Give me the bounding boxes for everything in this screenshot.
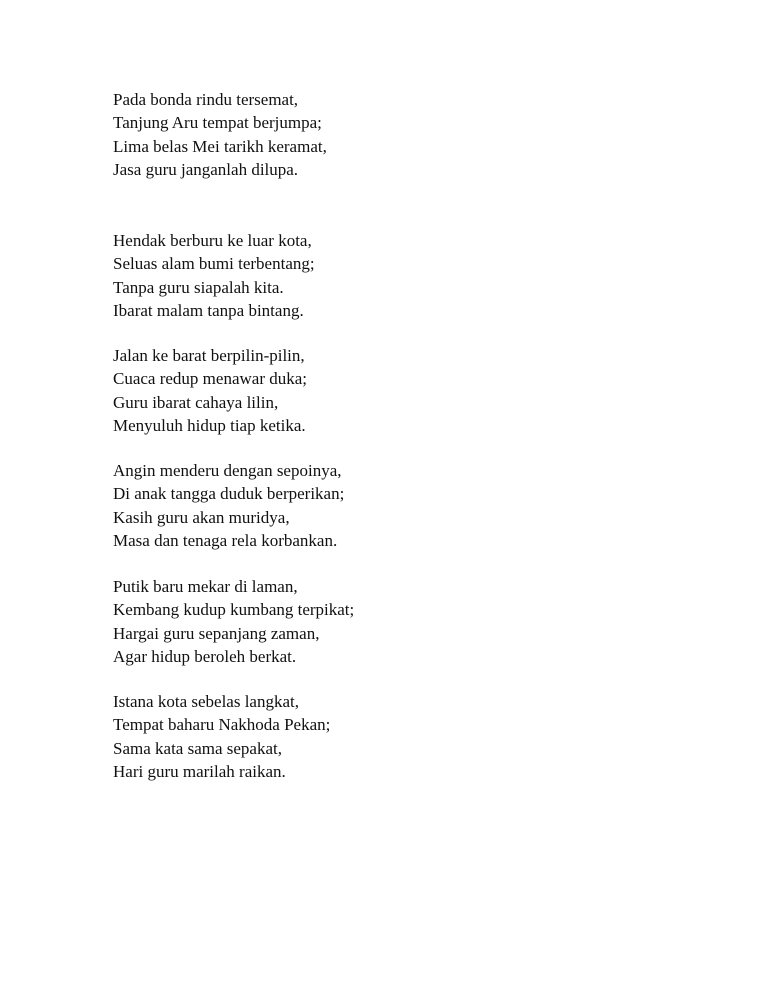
poem-line: Seluas alam bumi terbentang; — [113, 254, 315, 274]
stanza — [113, 459, 344, 552]
poem-line: Jalan ke barat berpilin-pilin, — [113, 346, 305, 365]
poem-line: Tempat baharu Nakhoda Pekan; — [113, 715, 331, 735]
poem-line: Putik baru mekar di laman, — [113, 577, 298, 596]
poem-line: Di anak tangga duduk berperikan; — [113, 484, 345, 504]
poem-line: Hargai guru sepanjang zaman, — [113, 623, 320, 643]
poem-line: Ibarat malam tanpa bintang. — [113, 300, 304, 320]
stanza — [113, 575, 354, 668]
poem-line: Tanpa guru siapalah kita. — [113, 277, 284, 297]
poem-line: Masa dan tenaga rela korbankan. — [113, 530, 338, 550]
stanza — [113, 229, 315, 322]
poem-line: Sama kata sama sepakat, — [113, 738, 282, 758]
poem-line: Pada bonda rindu tersemat, — [113, 90, 299, 109]
poem-line: Angin menderu dengan sepoinya, — [113, 461, 342, 480]
poem-line: Kembang kudup kumbang terpikat; — [113, 600, 355, 620]
poem-line: Hari guru marilah raikan. — [113, 761, 286, 781]
poem-line: Istana kota sebelas langkat, — [113, 692, 299, 711]
stanza — [113, 88, 327, 181]
stanza — [113, 690, 330, 783]
poem-line: Jasa guru janganlah dilupa. — [113, 159, 299, 179]
poem-line: Hendak berburu ke luar kota, — [113, 231, 312, 250]
poem-line: Cuaca redup menawar duka; — [113, 369, 307, 389]
stanza — [113, 344, 307, 437]
poem-line: Agar hidup beroleh berkat. — [113, 646, 297, 666]
poem-line: Kasih guru akan muridya, — [113, 507, 290, 527]
poem-line: Menyuluh hidup tiap ketika. — [113, 415, 306, 435]
poem-line: Guru ibarat cahaya lilin, — [113, 392, 279, 412]
poem-line: Tanjung Aru tempat berjumpa; — [113, 113, 322, 133]
poem-line: Lima belas Mei tarikh keramat, — [113, 136, 327, 156]
